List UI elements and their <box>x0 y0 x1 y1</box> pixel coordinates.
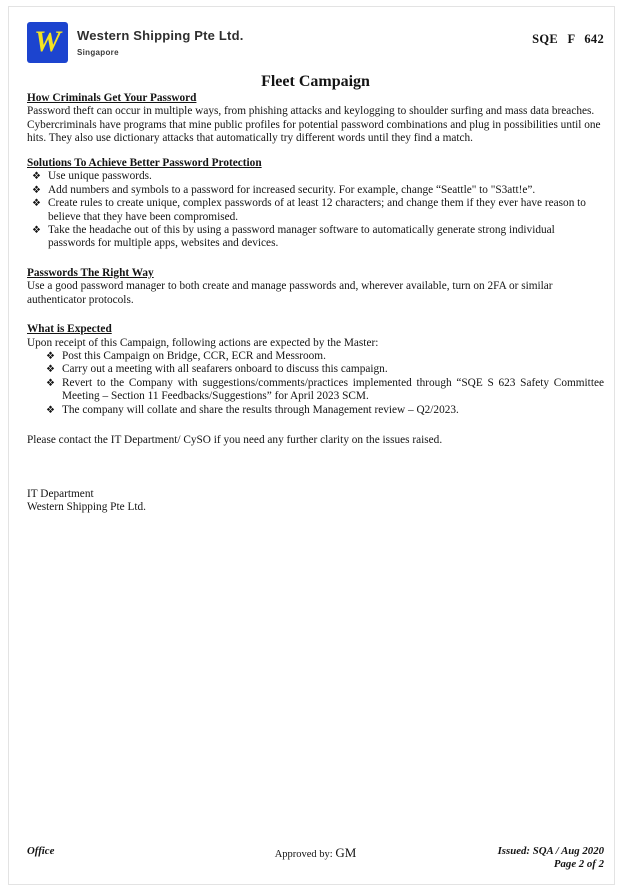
contact-note: Please contact the IT Department/ CySO if you need any further clarity on the issues raised. <box>27 434 443 447</box>
solutions-bullet-list <box>27 170 604 251</box>
section-solutions <box>27 157 604 251</box>
section-how-criminals <box>27 92 604 146</box>
section-right-way <box>27 267 604 307</box>
section-paragraph: Use a good password manager to both create and manage passwords and, wherever available, turn on 2FA or similar authenticator protocols. <box>27 280 553 306</box>
list-item <box>27 224 604 251</box>
company-name: Western Shipping Pte Ltd. <box>77 28 244 43</box>
section-heading: Passwords The Right Way <box>27 266 154 279</box>
section-paragraph: Password theft can occur in multiple ways, from phishing attacks and keylogging to shoulder surfing and mass data breaches. Cybercriminals have programs that mine public profiles for potential password combinations and plug in possibilities until one hits. They also use dictionary attacks that automatically try different words until they find a match. <box>27 105 601 145</box>
diamond-bullet-icon: ❖ <box>46 404 55 416</box>
brand-text <box>77 22 244 58</box>
diamond-bullet-icon: ❖ <box>32 171 41 183</box>
list-item-text: Create rules to create unique, complex passwords of at least 12 characters; and change them if they ever have reason to believe that they have been compromised. <box>48 197 586 223</box>
list-item <box>27 377 604 404</box>
document-code: SQE F 642 <box>532 32 604 46</box>
signature-company: Western Shipping Pte Ltd. <box>27 501 146 514</box>
footer-office-label: Office <box>27 845 55 857</box>
section-heading: How Criminals Get Your Password <box>27 92 197 104</box>
footer-issue-info <box>444 845 604 872</box>
signature-department: IT Department <box>27 487 94 500</box>
diamond-bullet-icon: ❖ <box>46 351 55 362</box>
diamond-bullet-icon: ❖ <box>32 224 41 236</box>
section-intro: Upon receipt of this Campaign, following actions are expected by the Master: <box>27 336 379 349</box>
issued-text: Issued: SQA / Aug 2020 <box>497 845 604 857</box>
list-item-text: Revert to the Company with suggestions/comments/practices implemented through “SQE S 623 Safety Committee Meeting – Section 11 Feedbacks/Suggestions” for April 2023 SCM. <box>62 376 604 403</box>
list-item <box>27 350 604 363</box>
footer-approved <box>187 845 444 861</box>
section-heading: Solutions To Achieve Better Password Protection <box>27 156 262 169</box>
list-item <box>27 404 604 417</box>
approved-by-label: Approved by: <box>274 849 333 860</box>
list-item-text: The company will collate and share the results through Management review – Q2/2023. <box>62 403 459 416</box>
list-item <box>27 184 604 197</box>
company-logo-icon <box>27 22 68 63</box>
diamond-bullet-icon: ❖ <box>46 364 55 376</box>
company-location: Singapore <box>77 48 119 58</box>
page-title: Fleet Campaign <box>261 73 370 90</box>
list-item-text: Post this Campaign on Bridge, CCR, ECR and Messroom. <box>62 350 326 362</box>
list-item <box>27 197 604 224</box>
company-brand <box>27 22 244 63</box>
list-item <box>27 170 604 183</box>
list-item-text: Add numbers and symbols to a password for increased security. For example, change “Seattle" to "S3att!e”. <box>48 183 536 196</box>
diamond-bullet-icon: ❖ <box>32 198 41 210</box>
page-number: Page 2 of 2 <box>553 858 604 871</box>
list-item-text: Carry out a meeting with all seafarers onboard to discuss this campaign. <box>62 363 388 376</box>
list-item <box>27 363 604 376</box>
approved-by-value: GM <box>335 845 357 860</box>
diamond-bullet-icon: ❖ <box>32 184 41 196</box>
logo-w-letter: W <box>34 24 61 58</box>
list-item-text: Take the headache out of this by using a password manager software to automatically generate strong individual passwords for multiple apps, websites and devices. <box>48 223 555 250</box>
document-footer <box>0 845 619 872</box>
section-what-is-expected <box>27 323 604 417</box>
expected-actions-bullet-list <box>27 350 604 417</box>
diamond-bullet-icon: ❖ <box>46 377 55 389</box>
section-heading: What is Expected <box>27 323 112 336</box>
list-item-text: Use unique passwords. <box>48 170 152 183</box>
signature-block <box>27 488 604 515</box>
document-header <box>27 22 604 63</box>
